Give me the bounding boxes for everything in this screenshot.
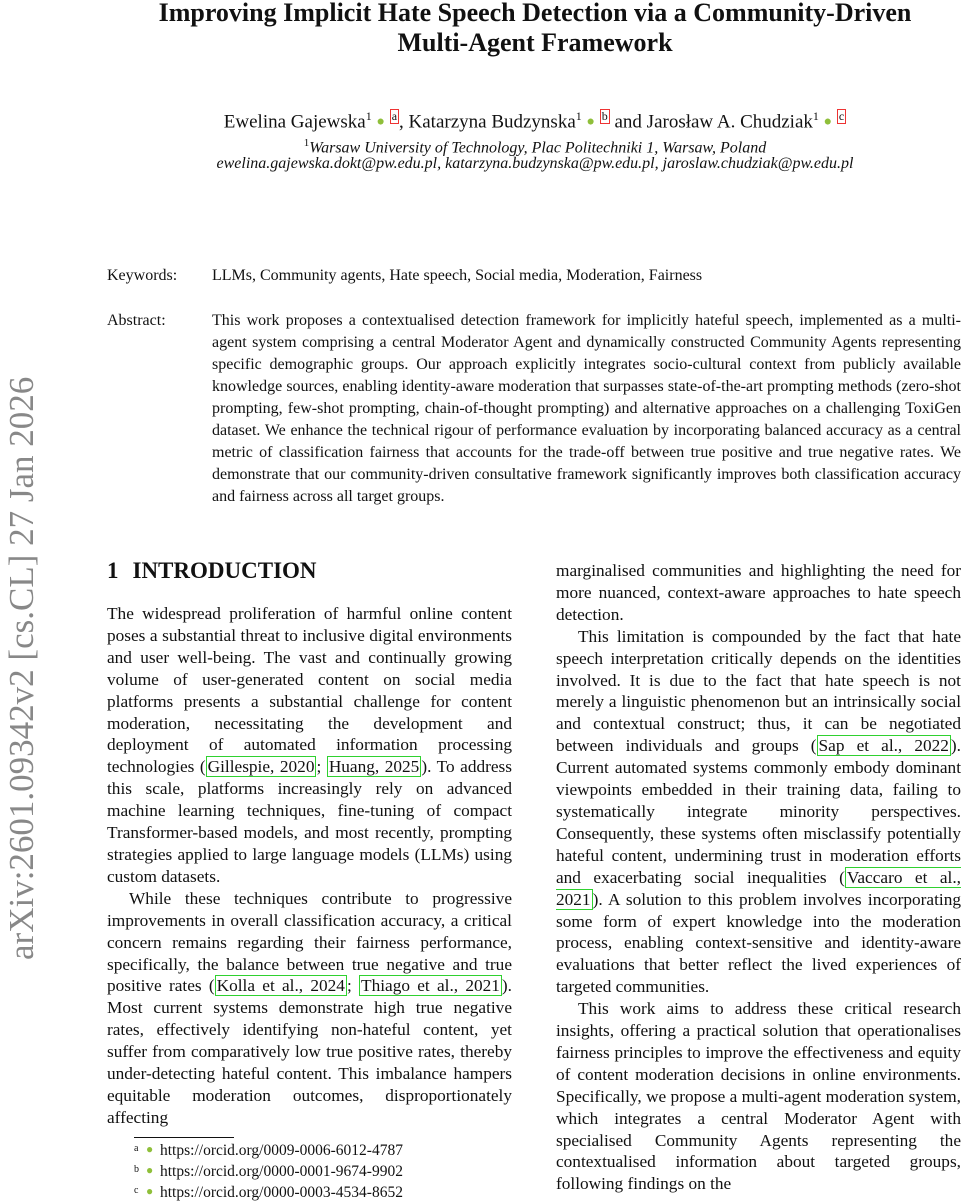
citation-link[interactable]: Vaccaro et al., 2021	[556, 867, 961, 909]
affiliation-mark: 1	[365, 109, 372, 123]
citation-link[interactable]: Huang, 2025	[328, 757, 420, 777]
footnote-mark: b	[134, 1164, 139, 1175]
paragraph-text: This limitation is compounded by the fact that hate speech interpretation critically depends on the identities involved. It is due to the fact that hate speech is not merely a linguistic phenomenon but an intrinsically social and contextual construct; thus, it can be negotiated between individuals and groups (	[556, 626, 961, 756]
orcid-url[interactable]: https://orcid.org/0000-0003-4534-8652	[160, 1184, 403, 1201]
abstract-label: Abstract:	[107, 312, 166, 329]
paper-title	[100, 0, 963, 58]
paragraph-text: The widespread proliferation of harmful online content poses a substantial threat to inclusive digital environments and user well-being. The vast and continually growing volume of user-generated content on social media platforms presents a substantial challenge for content moderation, necessitating the development and deployment of automated information processing technologies (	[107, 604, 512, 777]
paragraph	[107, 888, 512, 1129]
footnotes	[134, 1140, 403, 1203]
citation-separator: ;	[316, 757, 327, 777]
orcid-icon: ●	[586, 114, 595, 130]
footnote	[134, 1161, 403, 1182]
orcid-icon: ●	[823, 114, 833, 130]
abstract-text: This work proposes a contextualised detection framework for implicitly hateful speech, implemented as a multi-agent system comprising a central Moderator Agent and dynamically constructed Community Agents representing specific demographic groups. Our approach explicitly integrates socio-cultural context from publicly available knowledge sources, enabling identity-aware moderation that surpasses state-of-the-art prompting methods (zero-shot prompting, few-shot prompting, chain-of-thought prompting) and alternative approaches on a challenging ToxiGen dataset. We enhance the technical rigour of performance evaluation by incorporating balanced accuracy as a central metric of classification fairness that accounts for the trade-off between true positive and true negative rates. We demonstrate that our community-driven consultative framework significantly improves both classification accuracy and fairness across all target groups.	[212, 312, 961, 505]
title-line-1: Improving Implicit Hate Speech Detection via a Community-Driven	[158, 0, 912, 27]
author-name: Katarzyna Budzynska	[408, 111, 576, 133]
author-emails: ewelina.gajewska.dokt@pw.edu.pl, katarzyna.budzynska@pw.edu.pl, jaroslaw.chudziak@pw.edu.pl	[216, 155, 854, 172]
orcid-icon: ●	[146, 1142, 154, 1156]
paragraph	[556, 626, 961, 998]
orcid-icon: ●	[146, 1184, 154, 1198]
footnote-mark: c	[134, 1185, 139, 1196]
arxiv-stamp: arXiv:2601.09342v2 [cs.CL] 27 Jan 2026	[2, 376, 41, 960]
footnote-rule	[134, 1137, 234, 1138]
citation-link[interactable]: Thiago et al., 2021	[361, 976, 500, 996]
paragraph-text: ). To address this scale, platforms increasingly rely on advanced machine learning techniques, fine-tuning of compact Transformer-based models, and most recently, prompting strategies applied to large language models (LLMs) using custom datasets.	[107, 757, 512, 886]
paragraph: marginalised communities and highlighting the need for more nuanced, context-aware approaches to hate speech detection.	[556, 561, 961, 624]
right-column	[556, 560, 961, 1195]
paragraph-text: ). Most current systems demonstrate high true negative rates, effectively identifying non-hateful content, yet suffer from comparatively low true positive rates, thereby under-detecting hateful content. This imbalance hampers equitable moderation outcomes, disproportionately affecting	[107, 976, 512, 1127]
affiliation-text: Warsaw University of Technology, Plac Politechniki 1, Warsaw, Poland	[309, 139, 767, 157]
author-name: Jarosław A. Chudziak	[646, 111, 813, 133]
orcid-link[interactable]: b	[601, 109, 608, 124]
footnote-mark: a	[134, 1143, 139, 1154]
keywords-text: LLMs, Community agents, Hate speech, Social media, Moderation, Fairness	[212, 267, 703, 284]
citation-link[interactable]: Sap et al., 2022	[818, 736, 949, 756]
author-separator: and	[609, 111, 647, 133]
paragraph	[107, 603, 512, 888]
orcid-icon: ●	[376, 114, 385, 130]
affiliation-mark: 1	[812, 109, 819, 123]
section-number: 1	[107, 558, 119, 583]
keywords-label: Keywords:	[107, 267, 178, 284]
orcid-link[interactable]: a	[391, 109, 398, 124]
author-name: Ewelina Gajewska	[223, 111, 366, 133]
affiliation-mark: 1	[303, 137, 310, 149]
title-line-2: Multi-Agent Framework	[397, 28, 673, 57]
paragraph-text: ). Current automated systems commonly embody dominant viewpoints embedded in their training data, failing to systematically integrate minority perspectives. Consequently, these systems often misclassify potentially hateful content, undermining trust in moderation efforts and exacerbating social inequalities (	[556, 736, 961, 887]
section-heading	[107, 557, 512, 585]
left-column	[107, 557, 512, 1129]
orcid-url[interactable]: https://orcid.org/0009-0006-6012-4787	[160, 1142, 403, 1159]
orcid-icon: ●	[146, 1163, 154, 1177]
citation-link[interactable]: Gillespie, 2020	[207, 757, 315, 777]
citation-separator: ;	[346, 976, 360, 996]
citation-link[interactable]: Kolla et al., 2024	[216, 976, 345, 996]
footnote	[134, 1140, 403, 1161]
paragraph: This work aims to address these critical research insights, offering a practical solution that operationalises fairness principles to improve the effectiveness and equity of content moderation decisions in online environments. Specifically, we propose a multi-agent moderation system, which integrates a central Moderator Agent with specialised Community Agents representing the contextualised information about targeted groups, following findings on the	[556, 999, 961, 1194]
affiliation-mark: 1	[575, 109, 582, 123]
paragraph-text: While these techniques contribute to progressive improvements in overall classification accuracy, a critical concern remains regarding their fairness performance, specifically, the balance between true negative and true positive rates (	[107, 888, 512, 996]
author-list	[100, 104, 963, 134]
paragraph-text: ). A solution to this problem involves incorporating some form of expert knowledge into the moderation process, enabling context-sensitive and identity-aware evaluations that better reflect the lived experiences of targeted communities.	[556, 889, 961, 997]
orcid-url[interactable]: https://orcid.org/0000-0001-9674-9902	[160, 1163, 403, 1180]
author-separator: ,	[399, 111, 409, 133]
section-title: INTRODUCTION	[132, 558, 317, 583]
orcid-link[interactable]: c	[838, 109, 845, 124]
